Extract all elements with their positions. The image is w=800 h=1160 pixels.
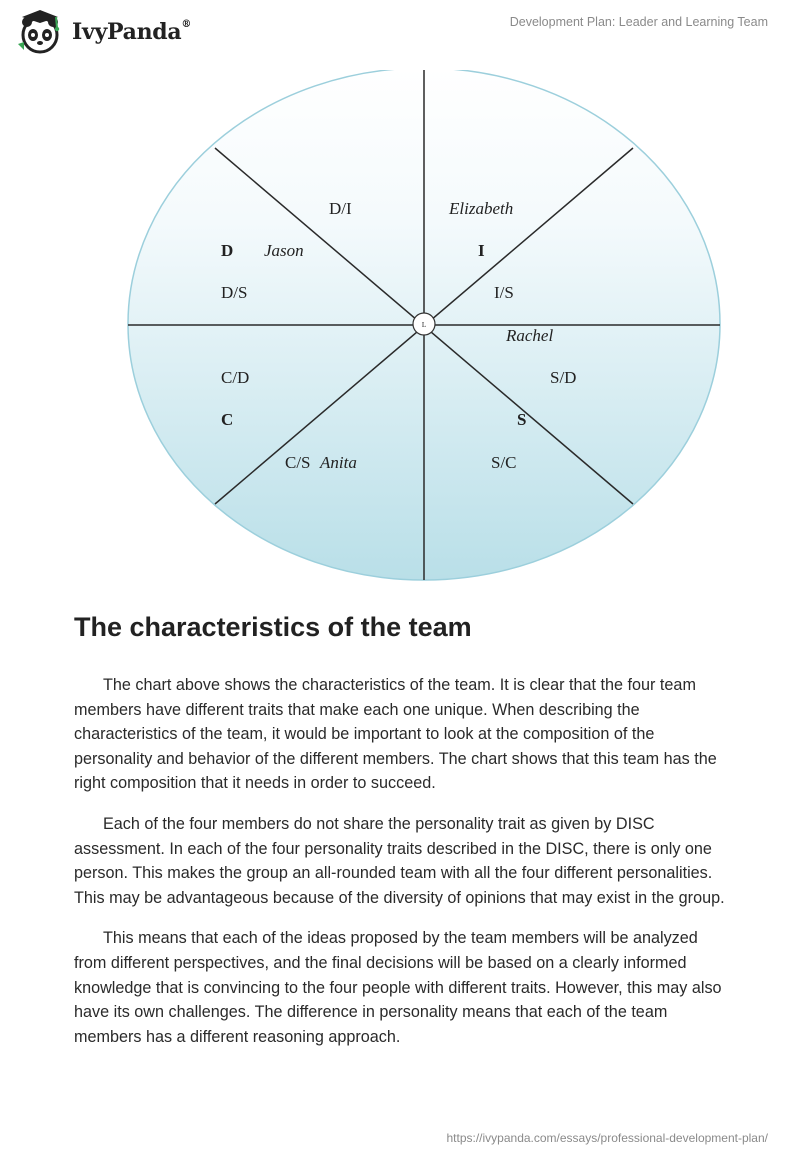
label-cd: C/D [221, 368, 250, 387]
label-i: I [478, 241, 485, 260]
paragraph: This means that each of the ideas proposed by the team members will be analyzed from different perspectives, and the final decisions will be based on a clearly informed knowledge that is convincing to the four people with different traits. However, this may also have its own challenges. The difference in personality means that each of the team members has a different reasoning approach. [74, 929, 722, 1046]
section-heading: The characteristics of the team [74, 612, 472, 642]
disc-team-diagram [120, 70, 728, 586]
paragraph: The chart above shows the characteristics of the team. It is clear that the four team members have different traits that make each one unique. When describing the characteristics of the team, it would be important to look at the composition of the personality and behavior of the different members. The chart shows that this team has the right composition that it needs in order to succeed. [74, 676, 717, 793]
label-jason: Jason [264, 241, 304, 260]
label-ds: D/S [221, 283, 248, 302]
panda-graduate-icon [16, 8, 64, 56]
page-header [0, 0, 800, 60]
center-label: L [421, 321, 427, 329]
label-di: D/I [329, 199, 352, 218]
label-sc: S/C [491, 453, 517, 472]
label-c: C [221, 410, 234, 429]
label-d: D [221, 241, 234, 260]
label-s: S [517, 410, 527, 429]
registered-mark: ® [181, 18, 192, 30]
article-body [74, 673, 734, 1065]
label-elizabeth: Elizabeth [449, 199, 514, 218]
brand-name: IvyPanda® [72, 18, 192, 45]
label-rachel: Rachel [506, 326, 554, 345]
paragraph: Each of the four members do not share the personality trait as given by DISC assessment. In each of the four personality traits described in the DISC, there is only one person. This makes the group an all-rounded team with all the four different personalities. This may be advantageous because of the diversity of opinions that may exist in the group. [74, 814, 725, 907]
brand-logo[interactable] [16, 8, 196, 56]
label-sd: S/D [550, 368, 577, 387]
source-url[interactable]: https://ivypanda.com/essays/professional-development-plan/ [446, 1131, 768, 1145]
label-is: I/S [494, 283, 514, 302]
label-anita: Anita [320, 453, 357, 472]
label-cs: C/S [285, 453, 311, 472]
document-title: Development Plan: Leader and Learning Team [509, 15, 768, 29]
